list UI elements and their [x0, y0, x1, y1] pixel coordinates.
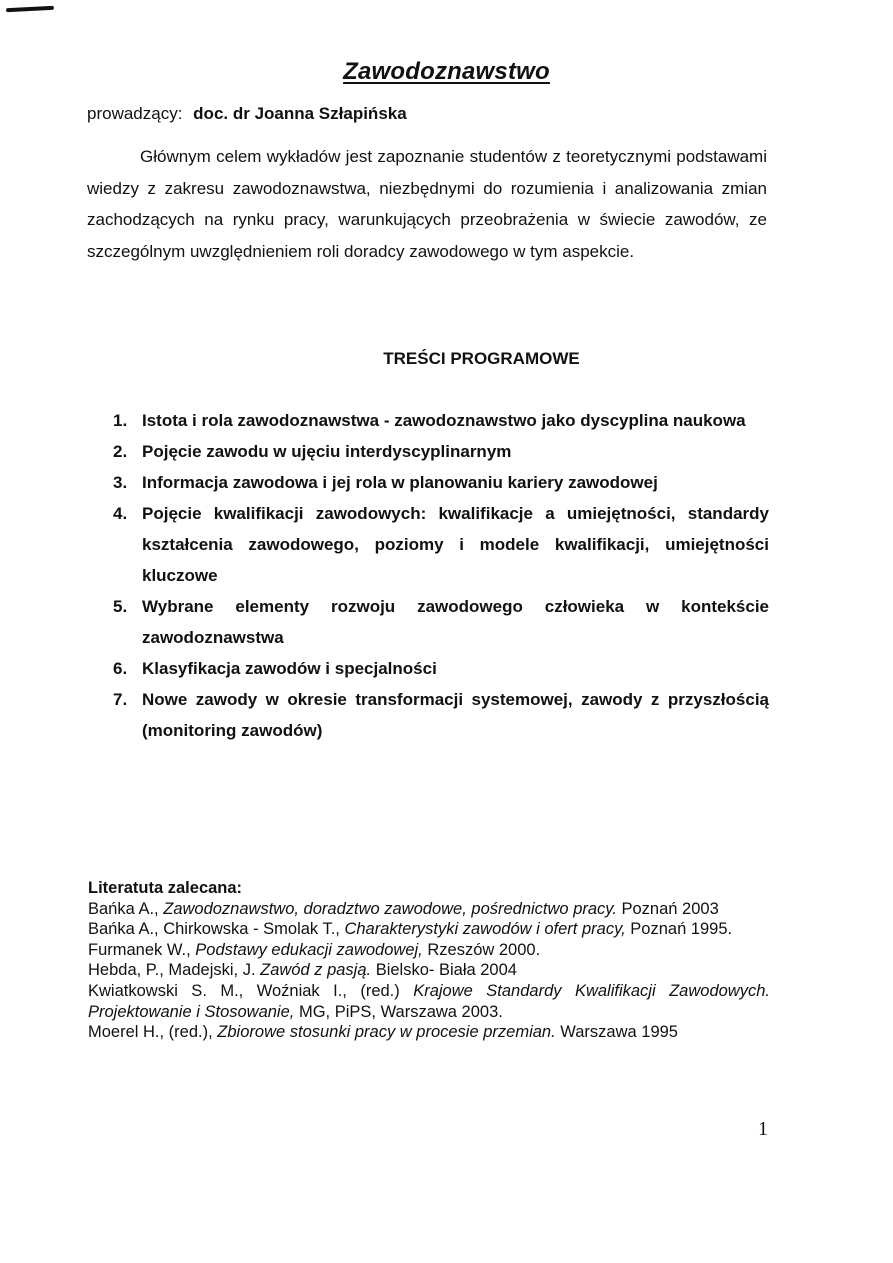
- literature-author: Moerel H., (red.),: [88, 1023, 213, 1042]
- literature-author: Furmanek W.,: [88, 940, 191, 959]
- literature-title: Podstawy edukacji zawodowej,: [195, 940, 423, 959]
- program-item: [113, 436, 769, 467]
- literature-author: Kwiatkowski S. M., Woźniak I., (red.): [88, 981, 400, 1000]
- program-item-text: Pojęcie kwalifikacji zawodowych: kwalifikacje a umiejętności, standardy kształcenia zawodowego, poziomy i modele kwalifikacji, umiejętności kluczowe: [142, 504, 769, 585]
- program-item-text: Wybrane elementy rozwoju zawodowego człowieka w kontekście zawodoznawstwa: [142, 597, 769, 647]
- literature-title: Zbiorowe stosunki pracy w procesie przemian.: [217, 1023, 556, 1042]
- literature-author: Bańka A.,: [88, 899, 159, 918]
- program-list: [113, 405, 769, 746]
- lecturer-label: prowadzący:: [87, 104, 183, 123]
- program-item-text: Klasyfikacja zawodów i specjalności: [142, 659, 437, 678]
- program-item-number: 4.: [113, 504, 128, 523]
- program-item-number: 7.: [113, 690, 128, 709]
- program-item-text: Nowe zawody w okresie transformacji systemowej, zawody z przyszłością (monitoring zawodów): [142, 690, 769, 740]
- intro-paragraph: Głównym celem wykładów jest zapoznanie studentów z teoretycznymi podstawami wiedzy z zakresu zawodoznawstwa, niezbędnymi do rozumienia i analizowania zmian zachodzących na rynku pracy, warunkujących przeobrażenia w świecie zawodów, ze szczególnym uwzględnieniem roli doradcy zawodowego w tym aspekcie.: [87, 147, 767, 261]
- page-title: Zawodoznawstwo: [343, 58, 550, 86]
- program-heading: TREŚCI PROGRAMOWE: [383, 349, 580, 368]
- scan-mark: [6, 6, 54, 13]
- literature-publication: Bielsko- Biała 2004: [375, 961, 517, 980]
- literature-publication: MG, PiPS, Warszawa 2003.: [298, 1002, 503, 1021]
- literature-section: [88, 878, 770, 1043]
- literature-publication: Warszawa 1995: [560, 1023, 678, 1042]
- literature-heading: Literatuta zalecana:: [88, 879, 243, 897]
- program-item-text: Istota i rola zawodoznawstwa - zawodoznawstwo jako dyscyplina naukowa: [142, 411, 746, 430]
- program-item-number: 6.: [113, 659, 128, 678]
- program-item-number: 3.: [113, 473, 128, 492]
- page-number: 1: [758, 1118, 768, 1140]
- program-item: [113, 684, 769, 746]
- literature-title: Zawód z pasją.: [260, 961, 372, 980]
- literature-entry: [88, 981, 770, 1022]
- lecturer-line: [87, 104, 407, 124]
- literature-title: Krajowe Standardy Kwalifikacji Zawodowych. Projektowanie i Stosowanie,: [88, 981, 770, 1021]
- program-item-number: 2.: [113, 442, 128, 461]
- program-item-text: Informacja zawodowa i jej rola w planowaniu kariery zawodowej: [142, 473, 658, 492]
- program-item-number: 5.: [113, 597, 128, 616]
- literature-publication: Poznań 2003: [621, 899, 719, 918]
- program-item: [113, 591, 769, 653]
- program-item-number: 1.: [113, 411, 128, 430]
- literature-title: Charakterystyki zawodów i ofert pracy,: [344, 920, 626, 939]
- program-item: [113, 467, 769, 498]
- literature-entry: [88, 960, 770, 981]
- literature-publication: Poznań 1995.: [630, 920, 733, 939]
- literature-entry: [88, 940, 770, 961]
- literature-title: Zawodoznawstwo, doradztwo zawodowe, pośrednictwo pracy.: [163, 899, 617, 918]
- literature-author: Hebda, P., Madejski, J.: [88, 961, 256, 980]
- literature-entry: [88, 899, 770, 920]
- program-item: [113, 405, 769, 436]
- literature-entry: [88, 919, 770, 940]
- lecturer-name: doc. dr Joanna Szłapińska: [193, 104, 407, 123]
- program-item-text: Pojęcie zawodu w ujęciu interdyscyplinarnym: [142, 442, 512, 461]
- program-item: [113, 498, 769, 591]
- literature-publication: Rzeszów 2000.: [427, 940, 541, 959]
- program-item: [113, 653, 769, 684]
- literature-entry: [88, 1022, 770, 1043]
- literature-author: Bańka A., Chirkowska - Smolak T.,: [88, 920, 340, 939]
